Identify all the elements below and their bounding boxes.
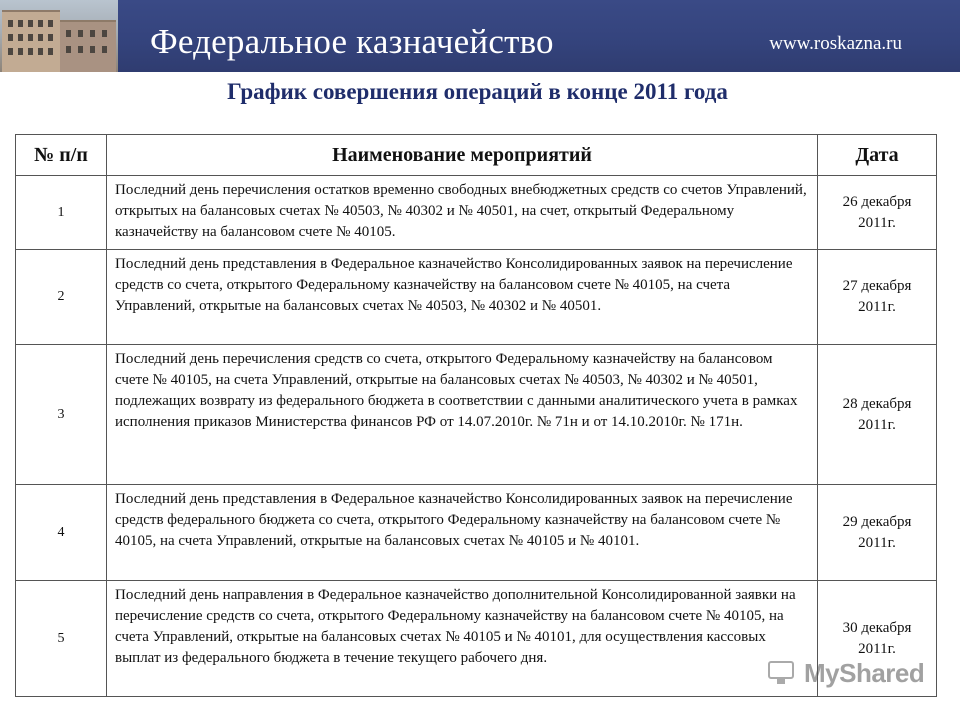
row-activity: Последний день направления в Федеральное казначейство дополнительной Консолидированной заявки на перечисление средств со счета, открытого Федеральному казначейству на балансовом счете № 40105, на счета Управлений, открытые на балансовых счетах № 40105 и № 40101, для осуществления кассовых выплат из федерального бюджета в течение текущего рабочего дня.: [107, 581, 818, 697]
column-header-activity: Наименование мероприятий: [107, 135, 818, 176]
row-date: [818, 345, 937, 485]
organization-name: Федеральное казначейство: [150, 22, 554, 61]
table-header-row: [16, 135, 937, 176]
row-number: 5: [16, 581, 107, 697]
table-row: [16, 485, 937, 581]
row-date-text: 28 декабря 2011г.: [842, 395, 912, 433]
monitor-icon: [768, 661, 798, 685]
column-header-number: № п/п: [16, 135, 107, 176]
row-activity: Последний день перечисления остатков временно свободных внебюджетных средств со счетов Управлений, открытых на балансовых счетах № 40503, № 40302 и № 40501, на счет, открытый Федеральному казначейству на балансовом счете № 40105.: [107, 176, 818, 250]
table-row: [16, 176, 937, 250]
row-number: 2: [16, 250, 107, 345]
row-number: 4: [16, 485, 107, 581]
row-number: 3: [16, 345, 107, 485]
row-date-text: 26 декабря 2011г.: [842, 193, 912, 231]
row-date-text: 27 декабря 2011г.: [842, 278, 912, 315]
row-activity: Последний день представления в Федеральное казначейство Консолидированных заявок на перечисление средств федерального бюджета со счета, открытого Федеральному казначейству на балансовом счете № 40105, на счета Управлений, открытые на балансовых счетах № 40105 и № 40101.: [107, 485, 818, 581]
row-date-text: 29 декабря 2011г.: [842, 513, 912, 551]
row-date: [818, 250, 937, 345]
header-banner: [0, 0, 960, 72]
table-row: [16, 345, 937, 485]
schedule-table: [15, 134, 937, 697]
row-date: [818, 485, 937, 581]
column-header-date: Дата: [818, 135, 937, 176]
row-date: [818, 176, 937, 250]
row-date-text: 30 декабря 2011г.: [842, 619, 912, 657]
row-number: 1: [16, 176, 107, 250]
website-url[interactable]: www.roskazna.ru: [769, 33, 902, 54]
table-row: [16, 250, 937, 345]
row-activity: Последний день представления в Федеральное казначейство Консолидированных заявок на перечисление средств со счета, открытого Федеральному казначейству на балансовом счете № 40105, на счета Управлений, открытые на балансовых счетах № 40503, № 40302 и № 40501.: [107, 250, 818, 345]
watermark-text: MyShared: [804, 657, 925, 688]
row-activity: Последний день перечисления средств со счета, открытого Федеральному казначейству на балансовом счете № 40105, на счета Управлений, открытые на балансовых счетах № 40503, № 40302 и № 40501, подлежащих возврату из федерального бюджета в соответствии с данными аналитического учета в рамках исполнения приказов Министерства финансов РФ от 14.07.2010г. № 71н и от 14.10.2010г. № 171н.: [107, 345, 818, 485]
page-title: График совершения операций в конце 2011 года: [227, 79, 728, 104]
building-photo: [0, 0, 118, 72]
watermark: [768, 656, 924, 690]
